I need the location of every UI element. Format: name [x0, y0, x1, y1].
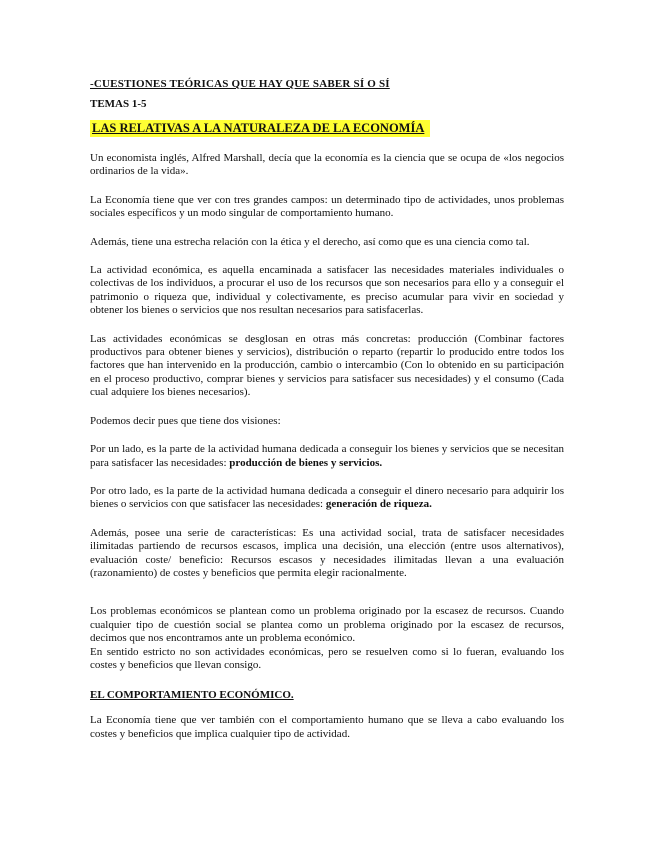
paragraph-vision-produccion-text: Por un lado, es la parte de la actividad humana dedicada a conseguir los bienes y servicios que se necesitan para satisfacer las necesidades:	[90, 443, 564, 469]
paragraph-etica: Además, tiene una estrecha relación con la ética y el derecho, así como que es una ciencia como tal.	[90, 235, 530, 248]
section-heading-comportamiento: EL COMPORTAMIENTO ECONÓMICO.	[90, 689, 294, 702]
section-heading-naturaleza: LAS RELATIVAS A LA NATURALEZA DE LA ECONOMÍA	[90, 120, 430, 137]
paragraph-dos-visiones: Podemos decir pues que tiene dos visiones:	[90, 414, 281, 427]
document-title: -CUESTIONES TEÓRICAS QUE HAY QUE SABER SÍ O SÍ	[90, 78, 390, 90]
document-body	[90, 78, 564, 741]
document-subtitle: TEMAS 1-5	[90, 98, 147, 110]
paragraph-caracteristicas: Además, posee una serie de características: Es una actividad social, trata de satisfacer necesidades ilimitadas partiendo de recursos escasos, implica una decisión, una elección (entre usos alternativos), evaluación coste/ beneficio: Recursos escasos y necesidades ilimitadas llevan a una evaluación (razonamiento) de costes y beneficios que permita elegir racionalmente.	[90, 526, 564, 579]
emphasis-produccion: producción de bienes y servicios.	[229, 456, 383, 469]
paragraph-vision-riqueza	[90, 485, 564, 512]
paragraph-actividad-economica: La actividad económica, es aquella encaminada a satisfacer las necesidades materiales individuales o colectivas de los individuos, a procurar el uso de los recursos que son necesarios para ello y a conseguir el patrimonio o riqueza que, individual y colectivamente, es preciso acumular para vivir en sociedad y obtener los bienes o servicios que nos resultan necesarios para satisfacerlas.	[90, 264, 564, 317]
paragraph-campos: La Economía tiene que ver con tres grandes campos: un determinado tipo de actividades, unos problemas sociales específicos y un modo singular de comportamiento humano.	[90, 193, 564, 220]
paragraph-marshall: Un economista inglés, Alfred Marshall, decía que la economía es la ciencia que se ocupa de «los negocios ordinarios de la vida».	[90, 152, 564, 178]
emphasis-riqueza: generación de riqueza.	[325, 498, 432, 511]
paragraph-vision-produccion	[90, 443, 564, 470]
paragraph-sentido-estricto: En sentido estricto no son actividades económicas, pero se resuelven como si lo fueran, evaluando los costes y beneficios que llevan consigo.	[90, 645, 564, 671]
paragraph-actividades-desglose: Las actividades económicas se desglosan en otras más concretas: producción (Combinar factores productivos para obtener bienes y servicios), distribución o reparto (repartir lo producido entre todos los factores que han intervenido en la producción, cambio o intercambio (Con lo obtenido en su participación en el proceso productivo, comprar bienes y servicios para satisfacer sus necesidades) y el consumo (Cada cual adquiere los bienes necesarios).	[90, 332, 564, 399]
paragraph-comportamiento: La Economía tiene que ver también con el comportamiento humano que se lleva a cabo evaluando los costes y beneficios que implica cualquier tipo de actividad.	[90, 714, 564, 740]
paragraph-vision-riqueza-text: Por otro lado, es la parte de la actividad humana dedicada a conseguir el dinero necesario para adquirir los bienes o servicios con que satisfacer las necesidades:	[90, 484, 564, 511]
paragraph-problemas-economicos: Los problemas económicos se plantean como un problema originado por la escasez de recursos. Cuando cualquier tipo de cuestión social se plantea como un problema originado por la escasez de recursos, decimos que nos encontramos ante un problema económico.	[90, 605, 564, 645]
